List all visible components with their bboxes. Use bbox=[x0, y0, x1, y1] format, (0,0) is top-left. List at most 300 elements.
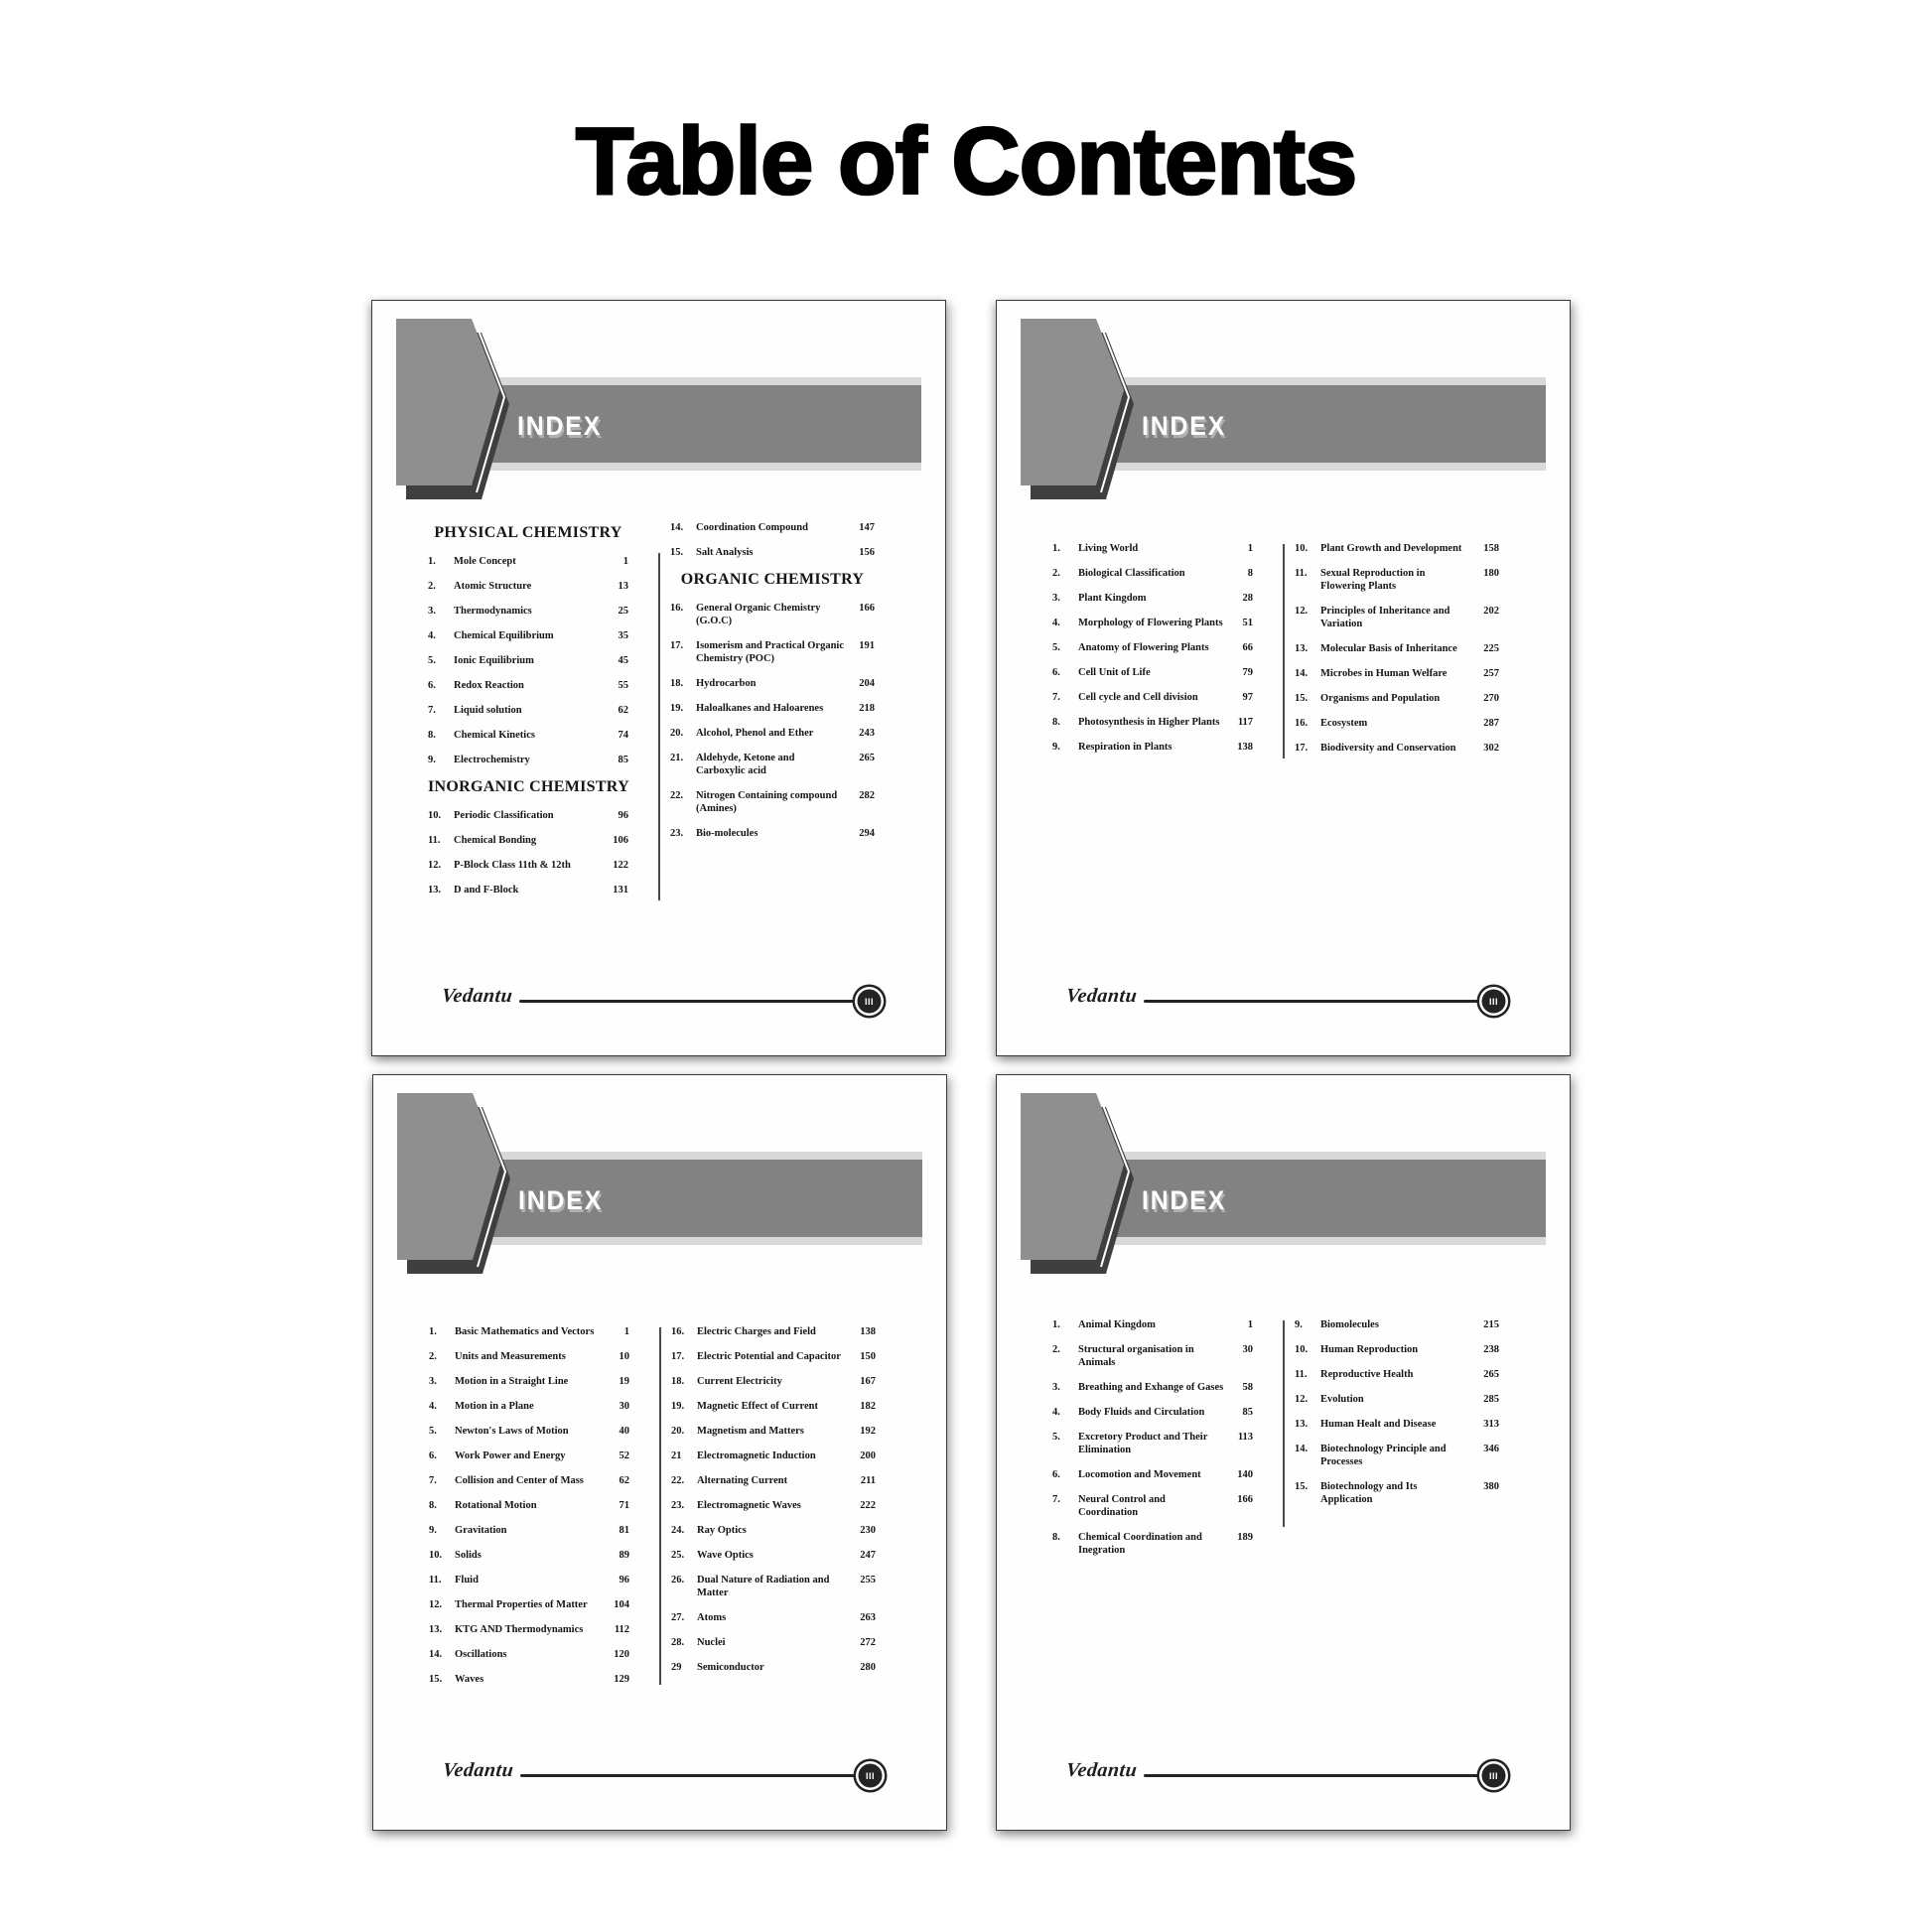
item-number: 5. bbox=[428, 655, 436, 666]
item-number: 1. bbox=[1052, 1319, 1060, 1330]
item-number: 2. bbox=[428, 581, 436, 592]
item-page-number: 35 bbox=[618, 630, 628, 641]
item-page-number: 138 bbox=[1237, 742, 1253, 753]
toc-item bbox=[1295, 717, 1499, 730]
toc-item bbox=[429, 1449, 629, 1462]
item-page-number: 71 bbox=[619, 1500, 629, 1511]
item-title: Electromagnetic Induction bbox=[697, 1450, 816, 1461]
item-title: Locomotion and Movement bbox=[1078, 1469, 1201, 1480]
toc-item bbox=[1052, 716, 1253, 729]
item-number: 23. bbox=[671, 1500, 685, 1511]
item-number: 11. bbox=[428, 835, 441, 846]
item-number: 24. bbox=[671, 1525, 685, 1536]
item-page-number: 28 bbox=[1242, 593, 1253, 604]
toc-item bbox=[1052, 1318, 1253, 1331]
toc-item bbox=[1295, 742, 1499, 755]
page-footer bbox=[1066, 985, 1508, 1008]
item-number: 5. bbox=[429, 1426, 437, 1437]
index-banner-title: INDEX bbox=[517, 411, 603, 441]
item-title: Plant Kingdom bbox=[1078, 593, 1147, 604]
item-page-number: 166 bbox=[859, 603, 875, 614]
toc-item bbox=[670, 639, 875, 665]
toc-item bbox=[671, 1524, 876, 1537]
toc-item bbox=[1295, 1393, 1499, 1406]
item-page-number: 81 bbox=[619, 1525, 629, 1536]
item-number: 10. bbox=[1295, 1344, 1309, 1355]
item-page-number: 1 bbox=[1247, 1319, 1253, 1330]
item-title: Electromagnetic Waves bbox=[697, 1500, 801, 1511]
item-number: 13. bbox=[1295, 1419, 1309, 1430]
column-divider bbox=[659, 1327, 661, 1685]
toc-item bbox=[1295, 667, 1499, 680]
item-title: Chemical Bonding bbox=[454, 835, 537, 846]
item-number: 9. bbox=[1052, 742, 1060, 753]
page-number-badge: III bbox=[1479, 1761, 1508, 1790]
index-page-chemistry bbox=[371, 300, 946, 1056]
item-number: 16. bbox=[1295, 718, 1309, 729]
toc-item bbox=[1295, 605, 1499, 630]
item-title: Waves bbox=[455, 1674, 484, 1685]
item-page-number: 45 bbox=[618, 655, 628, 666]
item-page-number: 1 bbox=[623, 1326, 629, 1337]
toc-item bbox=[671, 1549, 876, 1562]
item-number: 12. bbox=[428, 860, 442, 871]
item-number: 7. bbox=[429, 1475, 437, 1486]
item-title: Electric Charges and Field bbox=[697, 1326, 816, 1337]
toc-item bbox=[670, 521, 875, 534]
footer-rule bbox=[520, 1774, 858, 1777]
item-title: Atomic Structure bbox=[454, 581, 532, 592]
toc-column-right bbox=[1295, 542, 1499, 766]
toc-item bbox=[671, 1474, 876, 1487]
toc-item bbox=[429, 1425, 629, 1438]
toc-item bbox=[429, 1524, 629, 1537]
item-number: 22. bbox=[671, 1475, 685, 1486]
item-page-number: 96 bbox=[618, 810, 628, 821]
item-number: 6. bbox=[1052, 1469, 1060, 1480]
item-title: Mole Concept bbox=[454, 556, 516, 567]
toc-item bbox=[1052, 1468, 1253, 1481]
item-title: Haloalkanes and Haloarenes bbox=[696, 703, 824, 714]
toc-item bbox=[1295, 692, 1499, 705]
item-number: 8. bbox=[428, 730, 436, 741]
item-title: Electrochemistry bbox=[454, 755, 530, 765]
item-number: 1. bbox=[1052, 543, 1060, 554]
item-page-number: 243 bbox=[859, 728, 875, 739]
item-number: 10. bbox=[1295, 543, 1309, 554]
toc-item bbox=[428, 859, 628, 872]
item-number: 18. bbox=[671, 1376, 685, 1387]
item-title: Thermal Properties of Matter bbox=[455, 1599, 588, 1610]
index-page-botany bbox=[996, 300, 1571, 1056]
toc-item bbox=[1295, 642, 1499, 655]
item-page-number: 25 bbox=[618, 606, 628, 617]
toc-item bbox=[671, 1375, 876, 1388]
item-title: Biodiversity and Conservation bbox=[1320, 743, 1456, 754]
index-page-physics bbox=[372, 1074, 947, 1831]
toc-item bbox=[670, 702, 875, 715]
item-number: 29 bbox=[671, 1662, 682, 1673]
item-number: 16. bbox=[670, 603, 684, 614]
item-page-number: 129 bbox=[614, 1674, 629, 1685]
toc-item bbox=[1052, 1406, 1253, 1419]
vedantu-logo: Vedantu bbox=[1064, 1759, 1139, 1781]
item-page-number: 265 bbox=[859, 753, 875, 763]
item-page-number: 85 bbox=[618, 755, 628, 765]
item-page-number: 8 bbox=[1247, 568, 1253, 579]
toc-item bbox=[670, 752, 875, 777]
page-number-badge: III bbox=[1479, 987, 1508, 1016]
item-title: Solids bbox=[455, 1550, 482, 1561]
toc-item bbox=[429, 1673, 629, 1686]
toc-item bbox=[1295, 542, 1499, 555]
item-number: 4. bbox=[429, 1401, 437, 1412]
item-page-number: 131 bbox=[613, 885, 628, 896]
item-page-number: 66 bbox=[1242, 642, 1253, 653]
item-number: 17. bbox=[670, 640, 684, 651]
item-page-number: 58 bbox=[1242, 1382, 1253, 1393]
toc-item bbox=[1052, 617, 1253, 629]
item-page-number: 62 bbox=[619, 1475, 629, 1486]
item-page-number: 19 bbox=[619, 1376, 629, 1387]
item-title: Chemical Kinetics bbox=[454, 730, 535, 741]
item-title: Electric Potential and Capacitor bbox=[697, 1351, 841, 1362]
item-title: Current Electricity bbox=[697, 1376, 782, 1387]
item-number: 19. bbox=[670, 703, 684, 714]
vedantu-logo: Vedantu bbox=[441, 1759, 515, 1781]
toc-item bbox=[1052, 1343, 1253, 1369]
item-title: Microbes in Human Welfare bbox=[1320, 668, 1448, 679]
item-title: Structural organisation in Animals bbox=[1078, 1344, 1194, 1368]
item-number: 9. bbox=[1295, 1319, 1303, 1330]
toc-item bbox=[428, 580, 628, 593]
item-number: 9. bbox=[429, 1525, 437, 1536]
item-title: Breathing and Exhange of Gases bbox=[1078, 1382, 1224, 1393]
item-title: Cell cycle and Cell division bbox=[1078, 692, 1198, 703]
toc-item bbox=[1052, 641, 1253, 654]
footer-rule bbox=[1144, 1000, 1481, 1003]
item-page-number: 51 bbox=[1242, 618, 1253, 628]
index-page-zoology bbox=[996, 1074, 1571, 1831]
item-page-number: 247 bbox=[860, 1550, 876, 1561]
item-page-number: 140 bbox=[1237, 1469, 1253, 1480]
item-title: Nuclei bbox=[697, 1637, 726, 1648]
item-title: Biotechnology Principle and Processes bbox=[1320, 1444, 1447, 1467]
item-number: 5. bbox=[1052, 642, 1060, 653]
toc-item bbox=[671, 1350, 876, 1363]
item-title: Body Fluids and Circulation bbox=[1078, 1407, 1205, 1418]
item-title: Gravitation bbox=[455, 1525, 507, 1536]
item-title: Oscillations bbox=[455, 1649, 507, 1660]
item-title: Aldehyde, Ketone and Carboxylic acid bbox=[696, 753, 795, 776]
item-page-number: 122 bbox=[613, 860, 628, 871]
item-number: 2. bbox=[429, 1351, 437, 1362]
item-page-number: 287 bbox=[1483, 718, 1499, 729]
item-number: 11. bbox=[1295, 1369, 1308, 1380]
index-banner-art bbox=[997, 301, 1570, 529]
vedantu-logo: Vedantu bbox=[1064, 985, 1139, 1007]
item-page-number: 218 bbox=[859, 703, 875, 714]
item-page-number: 52 bbox=[619, 1450, 629, 1461]
toc-item bbox=[428, 605, 628, 618]
item-number: 22. bbox=[670, 790, 684, 801]
toc-item bbox=[670, 546, 875, 559]
item-number: 13. bbox=[428, 885, 442, 896]
toc-item bbox=[671, 1611, 876, 1624]
item-number: 14. bbox=[1295, 668, 1309, 679]
toc-item bbox=[428, 679, 628, 692]
item-title: Biological Classification bbox=[1078, 568, 1185, 579]
toc-item bbox=[1052, 567, 1253, 580]
toc-item bbox=[429, 1350, 629, 1363]
item-title: Fluid bbox=[455, 1575, 479, 1586]
toc-item bbox=[671, 1499, 876, 1512]
item-number: 3. bbox=[428, 606, 436, 617]
item-title: Motion in a Straight Line bbox=[455, 1376, 569, 1387]
item-number: 8. bbox=[1052, 1532, 1060, 1543]
item-number: 8. bbox=[429, 1500, 437, 1511]
item-number: 15. bbox=[670, 547, 684, 558]
section-header: ORGANIC CHEMISTRY bbox=[680, 571, 865, 588]
item-page-number: 40 bbox=[619, 1426, 629, 1437]
item-number: 3. bbox=[1052, 1382, 1060, 1393]
item-title: General Organic Chemistry (G.O.C) bbox=[696, 603, 821, 626]
toc-column-left bbox=[429, 1325, 629, 1698]
item-number: 23. bbox=[670, 828, 684, 839]
item-page-number: 280 bbox=[860, 1662, 876, 1673]
item-number: 7. bbox=[428, 705, 436, 716]
item-number: 12. bbox=[1295, 1394, 1309, 1405]
item-page-number: 167 bbox=[860, 1376, 876, 1387]
item-title: Excretory Product and Their Elimination bbox=[1078, 1432, 1208, 1455]
item-page-number: 215 bbox=[1483, 1319, 1499, 1330]
column-divider bbox=[1283, 544, 1285, 759]
toc-item bbox=[1295, 567, 1499, 593]
toc-item bbox=[671, 1325, 876, 1338]
toc-item bbox=[670, 827, 875, 840]
toc-item bbox=[1052, 691, 1253, 704]
item-page-number: 10 bbox=[619, 1351, 629, 1362]
column-divider bbox=[1283, 1320, 1285, 1527]
toc-item bbox=[671, 1574, 876, 1599]
item-title: Thermodynamics bbox=[454, 606, 532, 617]
item-title: Nitrogen Containing compound (Amines) bbox=[696, 790, 838, 814]
item-page-number: 158 bbox=[1483, 543, 1499, 554]
toc-item bbox=[429, 1574, 629, 1587]
toc-item bbox=[670, 677, 875, 690]
item-title: Principles of Inheritance and Variation bbox=[1320, 606, 1450, 629]
item-page-number: 97 bbox=[1242, 692, 1253, 703]
item-page-number: 156 bbox=[859, 547, 875, 558]
item-page-number: 30 bbox=[1242, 1344, 1253, 1355]
item-page-number: 257 bbox=[1483, 668, 1499, 679]
toc-item bbox=[1052, 741, 1253, 754]
item-page-number: 74 bbox=[618, 730, 628, 741]
item-number: 3. bbox=[429, 1376, 437, 1387]
toc-item bbox=[428, 654, 628, 667]
toc-item bbox=[1295, 1480, 1499, 1506]
item-number: 20. bbox=[671, 1426, 685, 1437]
toc-item bbox=[428, 809, 628, 822]
item-number: 10. bbox=[428, 810, 442, 821]
item-title: Atoms bbox=[697, 1612, 727, 1623]
item-page-number: 265 bbox=[1483, 1369, 1499, 1380]
item-number: 7. bbox=[1052, 1494, 1060, 1505]
toc-column-right bbox=[671, 1325, 876, 1686]
toc-item bbox=[429, 1598, 629, 1611]
item-page-number: 189 bbox=[1237, 1532, 1253, 1543]
item-page-number: 302 bbox=[1483, 743, 1499, 754]
item-number: 2. bbox=[1052, 1344, 1060, 1355]
item-page-number: 202 bbox=[1483, 606, 1499, 617]
item-number: 14. bbox=[429, 1649, 443, 1660]
toc-item bbox=[670, 602, 875, 627]
item-title: Wave Optics bbox=[697, 1550, 754, 1561]
toc-item bbox=[1052, 666, 1253, 679]
item-title: Molecular Basis of Inheritance bbox=[1320, 643, 1457, 654]
toc-item bbox=[1295, 1368, 1499, 1381]
toc-item bbox=[1052, 1431, 1253, 1456]
item-title: Alcohol, Phenol and Ether bbox=[696, 728, 814, 739]
toc-item bbox=[670, 727, 875, 740]
section-header: PHYSICAL CHEMISTRY bbox=[434, 524, 622, 541]
item-title: Salt Analysis bbox=[696, 547, 754, 558]
toc-item bbox=[1052, 542, 1253, 555]
toc-item bbox=[428, 555, 628, 568]
toc-item bbox=[1295, 1343, 1499, 1356]
item-number: 17. bbox=[671, 1351, 685, 1362]
item-title: Basic Mathematics and Vectors bbox=[455, 1326, 595, 1337]
item-title: Newton's Laws of Motion bbox=[455, 1426, 569, 1437]
item-title: Cell Unit of Life bbox=[1078, 667, 1151, 678]
toc-item bbox=[1052, 1493, 1253, 1519]
item-title: Morphology of Flowering Plants bbox=[1078, 618, 1223, 628]
item-number: 2. bbox=[1052, 568, 1060, 579]
page-footer bbox=[1066, 1759, 1508, 1782]
item-title: Chemical Equilibrium bbox=[454, 630, 554, 641]
item-page-number: 204 bbox=[859, 678, 875, 689]
item-title: Chemical Coordination and Inegration bbox=[1078, 1532, 1202, 1556]
item-page-number: 1 bbox=[622, 556, 628, 567]
item-title: Biotechnology and Its Application bbox=[1320, 1481, 1418, 1505]
item-number: 9. bbox=[428, 755, 436, 765]
toc-item bbox=[429, 1623, 629, 1636]
item-number: 12. bbox=[1295, 606, 1309, 617]
item-number: 4. bbox=[1052, 1407, 1060, 1418]
item-page-number: 272 bbox=[860, 1637, 876, 1648]
toc-item bbox=[428, 629, 628, 642]
item-number: 4. bbox=[428, 630, 436, 641]
item-title: Human Reproduction bbox=[1320, 1344, 1419, 1355]
item-number: 3. bbox=[1052, 593, 1060, 604]
item-title: Liquid solution bbox=[454, 705, 522, 716]
item-title: Ionic Equilibrium bbox=[454, 655, 534, 666]
toc-item bbox=[1295, 1318, 1499, 1331]
item-title: Alternating Current bbox=[697, 1475, 788, 1486]
item-page-number: 191 bbox=[859, 640, 875, 651]
item-title: Sexual Reproduction in Flowering Plants bbox=[1320, 568, 1426, 592]
item-page-number: 222 bbox=[860, 1500, 876, 1511]
item-number: 6. bbox=[1052, 667, 1060, 678]
item-page-number: 117 bbox=[1237, 717, 1253, 728]
item-title: Human Healt and Disease bbox=[1320, 1419, 1437, 1430]
item-number: 7. bbox=[1052, 692, 1060, 703]
item-page-number: 113 bbox=[1237, 1432, 1253, 1443]
item-page-number: 380 bbox=[1483, 1481, 1499, 1492]
item-number: 15. bbox=[1295, 1481, 1309, 1492]
item-number: 15. bbox=[1295, 693, 1309, 704]
item-title: Reproductive Health bbox=[1320, 1369, 1414, 1380]
item-title: Anatomy of Flowering Plants bbox=[1078, 642, 1209, 653]
footer-rule bbox=[1144, 1774, 1481, 1777]
item-page-number: 192 bbox=[860, 1426, 876, 1437]
item-page-number: 30 bbox=[619, 1401, 629, 1412]
item-page-number: 89 bbox=[619, 1550, 629, 1561]
item-page-number: 255 bbox=[860, 1575, 876, 1586]
item-page-number: 85 bbox=[1242, 1407, 1253, 1418]
item-title: Photosynthesis in Higher Plants bbox=[1078, 717, 1220, 728]
page-number-badge: III bbox=[855, 987, 884, 1016]
item-title: Rotational Motion bbox=[455, 1500, 537, 1511]
item-title: Ecosystem bbox=[1320, 718, 1368, 729]
toc-column-right bbox=[670, 521, 875, 852]
item-page-number: 138 bbox=[860, 1326, 876, 1337]
item-page-number: 13 bbox=[618, 581, 628, 592]
toc-item bbox=[429, 1400, 629, 1413]
item-title: Periodic Classification bbox=[454, 810, 554, 821]
item-title: Isomerism and Practical Organic Chemistry (POC) bbox=[696, 640, 845, 664]
section-header: INORGANIC CHEMISTRY bbox=[428, 778, 629, 795]
item-page-number: 285 bbox=[1483, 1394, 1499, 1405]
item-title: Magnetic Effect of Current bbox=[697, 1401, 818, 1412]
item-page-number: 200 bbox=[860, 1450, 876, 1461]
item-number: 15. bbox=[429, 1674, 443, 1685]
item-number: 18. bbox=[670, 678, 684, 689]
item-number: 11. bbox=[429, 1575, 442, 1586]
item-number: 5. bbox=[1052, 1432, 1060, 1443]
item-page-number: 55 bbox=[618, 680, 628, 691]
item-title: Bio-molecules bbox=[696, 828, 759, 839]
item-number: 21. bbox=[670, 753, 684, 763]
item-number: 1. bbox=[428, 556, 436, 567]
page-footer bbox=[443, 1759, 885, 1782]
item-page-number: 211 bbox=[860, 1475, 876, 1486]
item-number: 27. bbox=[671, 1612, 685, 1623]
toc-item bbox=[429, 1474, 629, 1487]
toc-column-right bbox=[1295, 1318, 1499, 1518]
item-title: Living World bbox=[1078, 543, 1139, 554]
page-title: Table of Contents bbox=[575, 108, 1357, 214]
item-number: 14. bbox=[1295, 1444, 1309, 1454]
toc-item bbox=[670, 789, 875, 815]
item-page-number: 263 bbox=[860, 1612, 876, 1623]
item-title: Respiration in Plants bbox=[1078, 742, 1173, 753]
item-title: Plant Growth and Development bbox=[1320, 543, 1462, 554]
item-title: Ray Optics bbox=[697, 1525, 747, 1536]
item-number: 19. bbox=[671, 1401, 685, 1412]
item-number: 4. bbox=[1052, 618, 1060, 628]
item-number: 28. bbox=[671, 1637, 685, 1648]
toc-item bbox=[429, 1375, 629, 1388]
index-banner-art bbox=[372, 301, 945, 529]
item-number: 25. bbox=[671, 1550, 685, 1561]
item-page-number: 270 bbox=[1483, 693, 1499, 704]
toc-item bbox=[429, 1325, 629, 1338]
toc-item bbox=[1295, 1418, 1499, 1431]
index-banner-title: INDEX bbox=[1142, 1185, 1227, 1215]
item-number: 14. bbox=[670, 522, 684, 533]
item-title: Collision and Center of Mass bbox=[455, 1475, 584, 1486]
